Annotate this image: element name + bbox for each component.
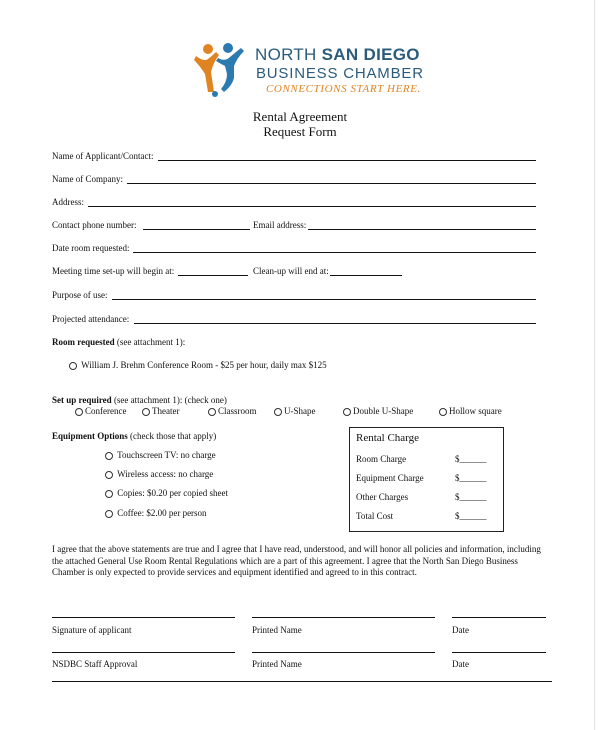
equipment-options — [52, 431, 216, 441]
room-option-label: William J. Brehm Conference Room - $25 per hour, daily max $125 — [81, 360, 327, 370]
setup-option-label: Double U-Shape — [353, 406, 414, 416]
cleanup-time-field[interactable] — [330, 275, 402, 276]
printed-name-label-1: Printed Name — [252, 625, 302, 635]
setup-required — [52, 395, 227, 405]
staff-approval-label: NSDBC Staff Approval — [52, 659, 138, 669]
rental-charge-title: Rental Charge — [356, 432, 420, 444]
applicant-signature-label: Signature of applicant — [52, 625, 132, 635]
applicant-signature-line[interactable] — [52, 617, 235, 618]
room-requested-label: Room requested — [52, 337, 115, 347]
company-label: Name of Company: — [52, 174, 123, 184]
radio-icon[interactable] — [274, 408, 282, 416]
address-field[interactable] — [88, 206, 536, 207]
setup-option-label: Theater — [152, 406, 180, 416]
setup-required-label: Set up required — [52, 395, 112, 405]
logo-business-chamber: BUSINESS CHAMBER — [256, 65, 424, 82]
setup-option-label: Conference — [85, 406, 127, 416]
date-requested-label: Date room requested: — [52, 243, 130, 253]
radio-icon[interactable] — [105, 510, 113, 518]
purpose-label: Purpose of use: — [52, 290, 108, 300]
setup-option-u-shape[interactable] — [274, 406, 316, 416]
setup-option-theater[interactable] — [142, 406, 179, 416]
date-label-2: Date — [452, 659, 469, 669]
radio-icon[interactable] — [105, 452, 113, 460]
logo-north: NORTH — [255, 45, 317, 64]
equipment-charge-label: Equipment Charge — [356, 473, 424, 483]
agreement-line2: the attached General Use Room Rental Regulations which are a part of this agreement. I agree that the North San Diego Business — [52, 556, 518, 566]
equipment-options-label: Equipment Options — [52, 431, 128, 441]
equipment-option-label: Copies: $0.20 per copied sheet — [117, 488, 228, 498]
setup-time-field[interactable] — [178, 275, 248, 276]
logo-san-diego: SAN DIEGO — [321, 45, 420, 64]
company-field[interactable] — [127, 183, 536, 184]
phone-field[interactable] — [143, 229, 250, 230]
room-charge-label: Room Charge — [356, 454, 407, 464]
radio-icon[interactable] — [343, 408, 351, 416]
chamber-logo-icon — [192, 42, 250, 98]
setup-option-double-u-shape[interactable] — [343, 406, 413, 416]
date-line-2[interactable] — [452, 652, 546, 653]
radio-icon[interactable] — [105, 471, 113, 479]
staff-approval-line[interactable] — [52, 652, 235, 653]
setup-time-label: Meeting time set-up will begin at: — [52, 266, 175, 276]
applicant-field[interactable] — [158, 160, 536, 161]
room-requested — [52, 337, 185, 347]
total-cost-value[interactable]: $______ — [455, 511, 487, 521]
room-option[interactable] — [69, 360, 327, 370]
equipment-option-label: Wireless access: no charge — [117, 469, 214, 479]
setup-option-label: Classroom — [218, 406, 257, 416]
printed-name-line-2[interactable] — [252, 652, 435, 653]
equipment-option-copies[interactable] — [105, 488, 228, 498]
attendance-label: Projected attendance: — [52, 314, 130, 324]
date-line-1[interactable] — [452, 617, 546, 618]
date-label-1: Date — [452, 625, 469, 635]
printed-name-label-2: Printed Name — [252, 659, 302, 669]
setup-required-note: (see attachment 1): (check one) — [113, 395, 227, 405]
other-charges-value[interactable]: $______ — [455, 492, 487, 502]
radio-icon[interactable] — [439, 408, 447, 416]
radio-icon[interactable] — [208, 408, 216, 416]
equipment-options-note: (check those that apply) — [130, 431, 217, 441]
radio-icon[interactable] — [142, 408, 150, 416]
email-field[interactable] — [308, 229, 536, 230]
date-requested-field[interactable] — [133, 252, 536, 253]
purpose-field[interactable] — [112, 299, 536, 300]
equipment-charge-value[interactable]: $______ — [455, 473, 487, 483]
equipment-option-label: Touchscreen TV: no charge — [117, 450, 216, 460]
agreement-line3: Chamber is only expected to provide services and equipment identified and agreed to in this contract. — [52, 567, 417, 577]
radio-icon[interactable] — [75, 408, 83, 416]
room-charge-value[interactable]: $______ — [455, 454, 487, 464]
printed-name-line-1[interactable] — [252, 617, 435, 618]
radio-icon[interactable] — [69, 362, 77, 370]
room-requested-note: (see attachment 1): — [116, 337, 186, 347]
logo-tagline: CONNECTIONS START HERE. — [266, 83, 421, 95]
equipment-option-tv[interactable] — [105, 450, 216, 460]
equipment-option-label: Coffee: $2.00 per person — [117, 508, 207, 518]
bottom-line — [52, 681, 552, 682]
form-title-line2: Request Form — [263, 124, 337, 139]
address-label: Address: — [52, 197, 84, 207]
radio-icon[interactable] — [105, 490, 113, 498]
applicant-label: Name of Applicant/Contact: — [52, 151, 154, 161]
equipment-option-coffee[interactable] — [105, 508, 207, 518]
total-cost-label: Total Cost — [356, 511, 394, 521]
other-charges-label: Other Charges — [356, 492, 409, 502]
setup-option-classroom[interactable] — [208, 406, 257, 416]
setup-option-label: U-Shape — [284, 406, 316, 416]
form-title-line1: Rental Agreement — [252, 109, 348, 124]
attendance-field[interactable] — [134, 323, 536, 324]
agreement-line1: I agree that the above statements are true and I agree that I have read, understood, and will honor all policies and information, including — [52, 544, 541, 554]
setup-option-label: Hollow square — [449, 406, 502, 416]
cleanup-time-label: Clean-up will end at: — [253, 266, 329, 276]
equipment-option-wireless[interactable] — [105, 469, 213, 479]
setup-option-hollow-square[interactable] — [439, 406, 502, 416]
setup-option-conference[interactable] — [75, 406, 126, 416]
email-label: Email address: — [253, 220, 307, 230]
phone-label: Contact phone number: — [52, 220, 137, 230]
